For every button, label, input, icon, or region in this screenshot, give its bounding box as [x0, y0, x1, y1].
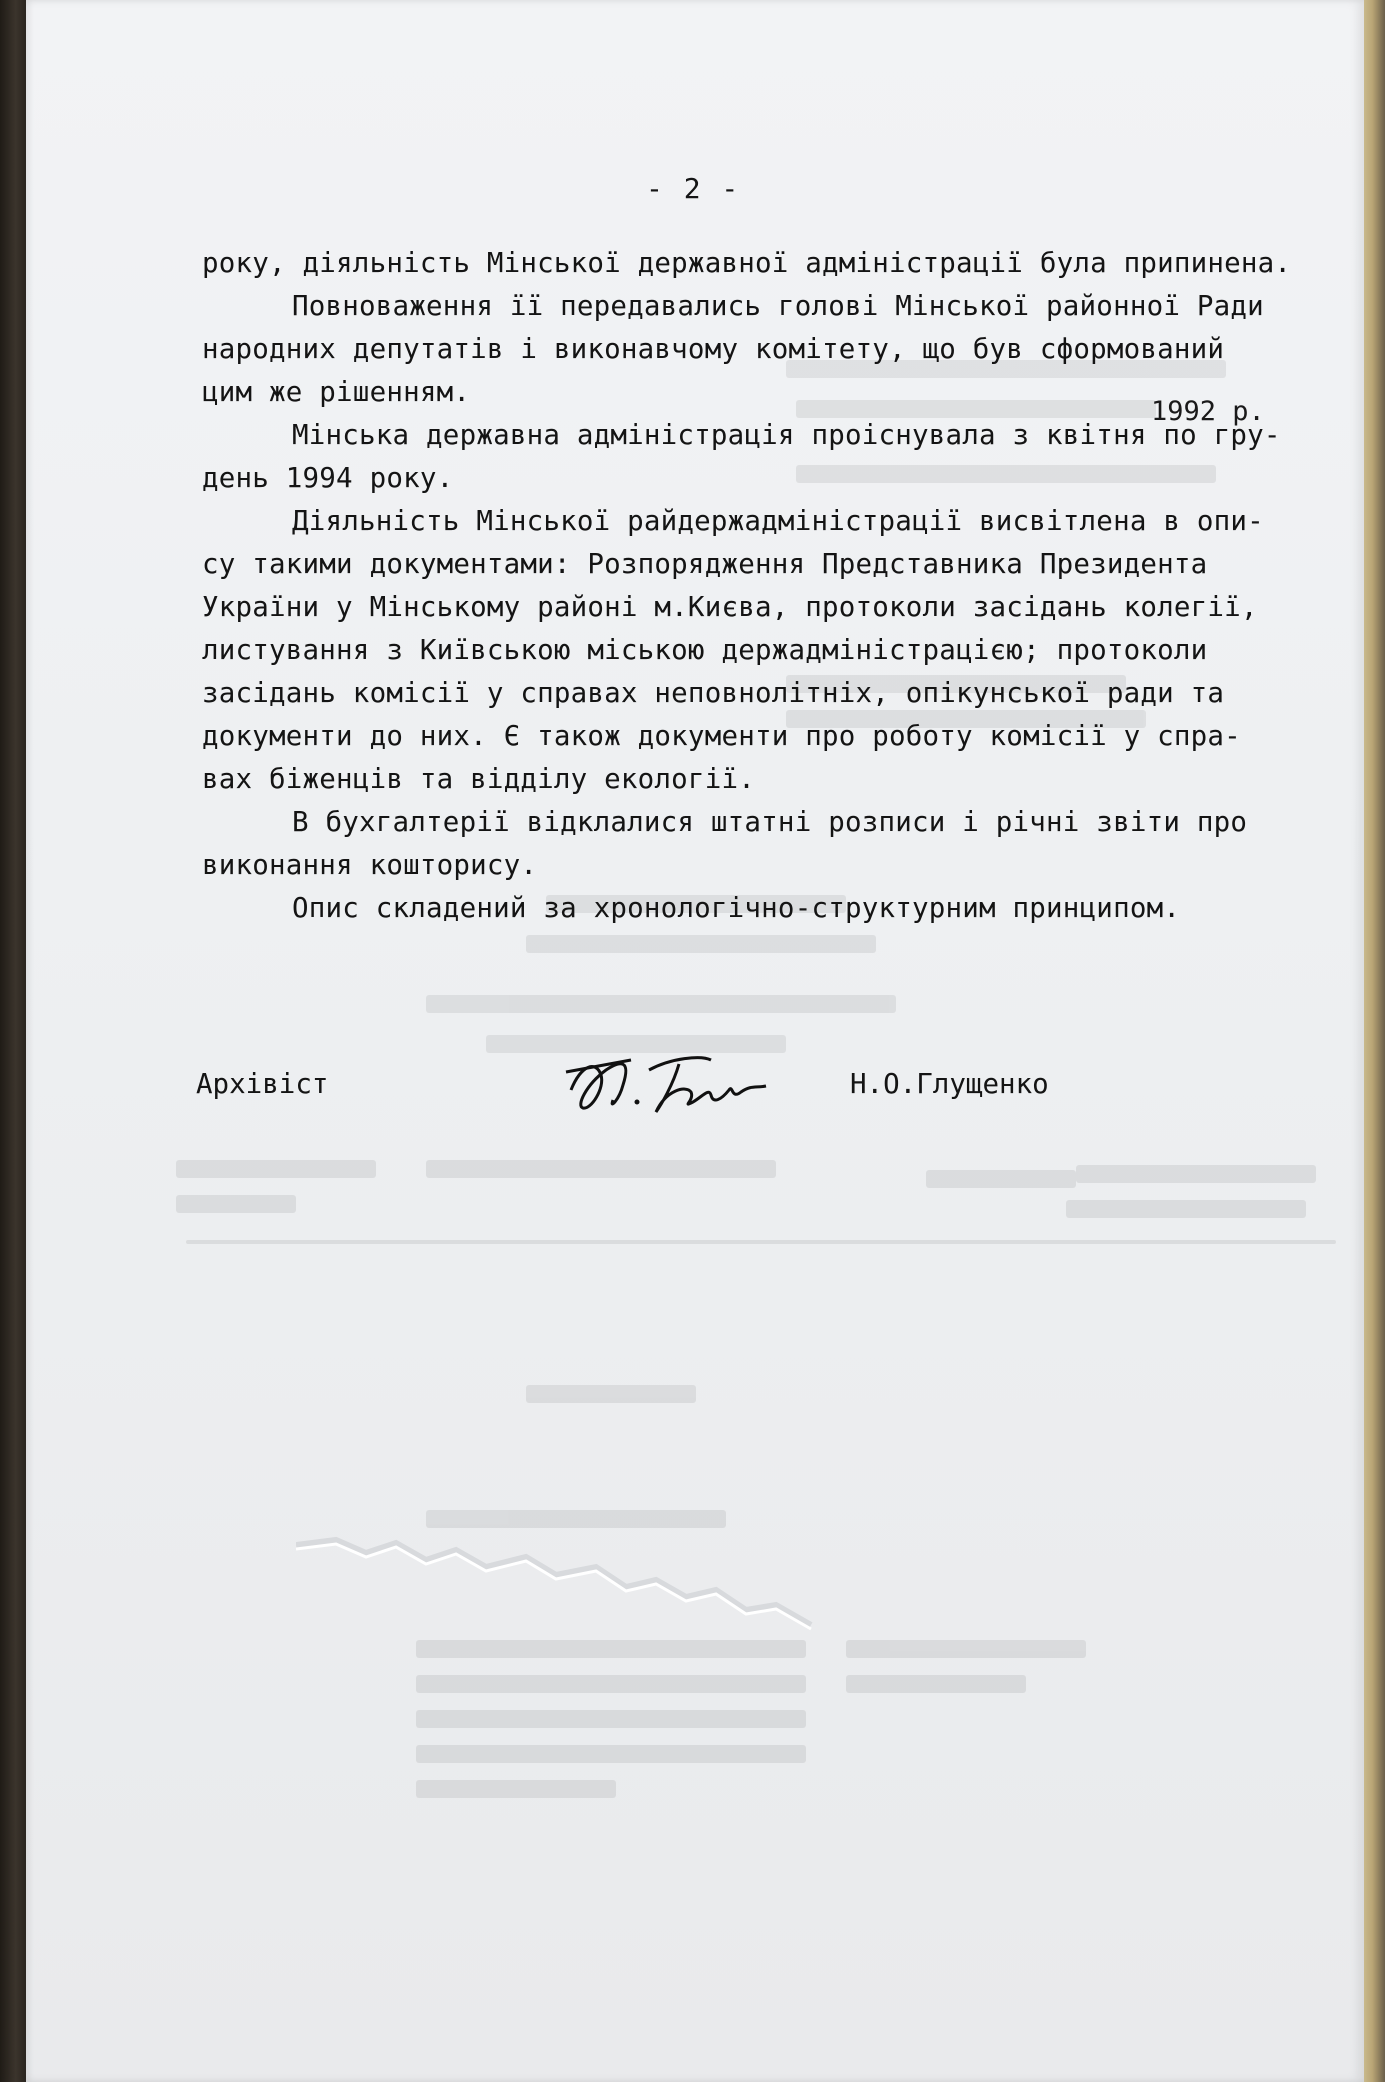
page-right-edge [1364, 0, 1385, 2082]
text-line: В бухгалтерії відклалися штатні розписи і річні звіти про [292, 806, 1248, 838]
body-text [202, 242, 1352, 930]
signer-name: Н.О.Глущенко [850, 1068, 1049, 1100]
text-line: цим же рішенням. [202, 376, 471, 408]
document-page [26, 0, 1364, 2082]
text-line: су такими документами: Розпорядження Представника Президента [202, 548, 1208, 580]
signer-title: Архівіст [196, 1068, 329, 1100]
text-line: день 1994 року. [202, 462, 454, 494]
page-number: - 2 - [646, 172, 741, 205]
text-line: листування з Київською міською держадміністрацією; протоколи [202, 634, 1208, 666]
binding-edge [0, 0, 26, 2082]
text-line: України у Мінському районі м.Києва, протоколи засідань колегії, [202, 591, 1258, 623]
text-line: засідань комісії у справах неповнолітніх, опікунської ради та [202, 677, 1225, 709]
text-line: народних депутатів і виконавчому комітету, що був сформований [202, 333, 1225, 365]
text-line: року, діяльність Мінської державної адміністрації була припинена. [202, 247, 1292, 279]
text-line: Повноваження її передавались голові Мінської районної Ради [292, 290, 1264, 322]
handwritten-year-annotation: 1992 р. [1151, 396, 1265, 427]
paper-crease [296, 1535, 816, 1645]
text-line: Діяльність Мінської райдержадміністрації висвітлена в опи- [292, 505, 1264, 537]
text-line: документи до них. Є також документи про роботу комісії у спра- [202, 720, 1241, 752]
text-line: Опис складений за хронологічно-структурним принципом. [292, 892, 1181, 924]
text-line: виконання кошторису. [202, 849, 538, 881]
handwritten-signature [561, 1030, 781, 1130]
text-line: вах біженців та відділу екології. [202, 763, 755, 795]
text-line: Мінська державна адміністрація проіснувала з квітня по гру- [292, 419, 1281, 451]
